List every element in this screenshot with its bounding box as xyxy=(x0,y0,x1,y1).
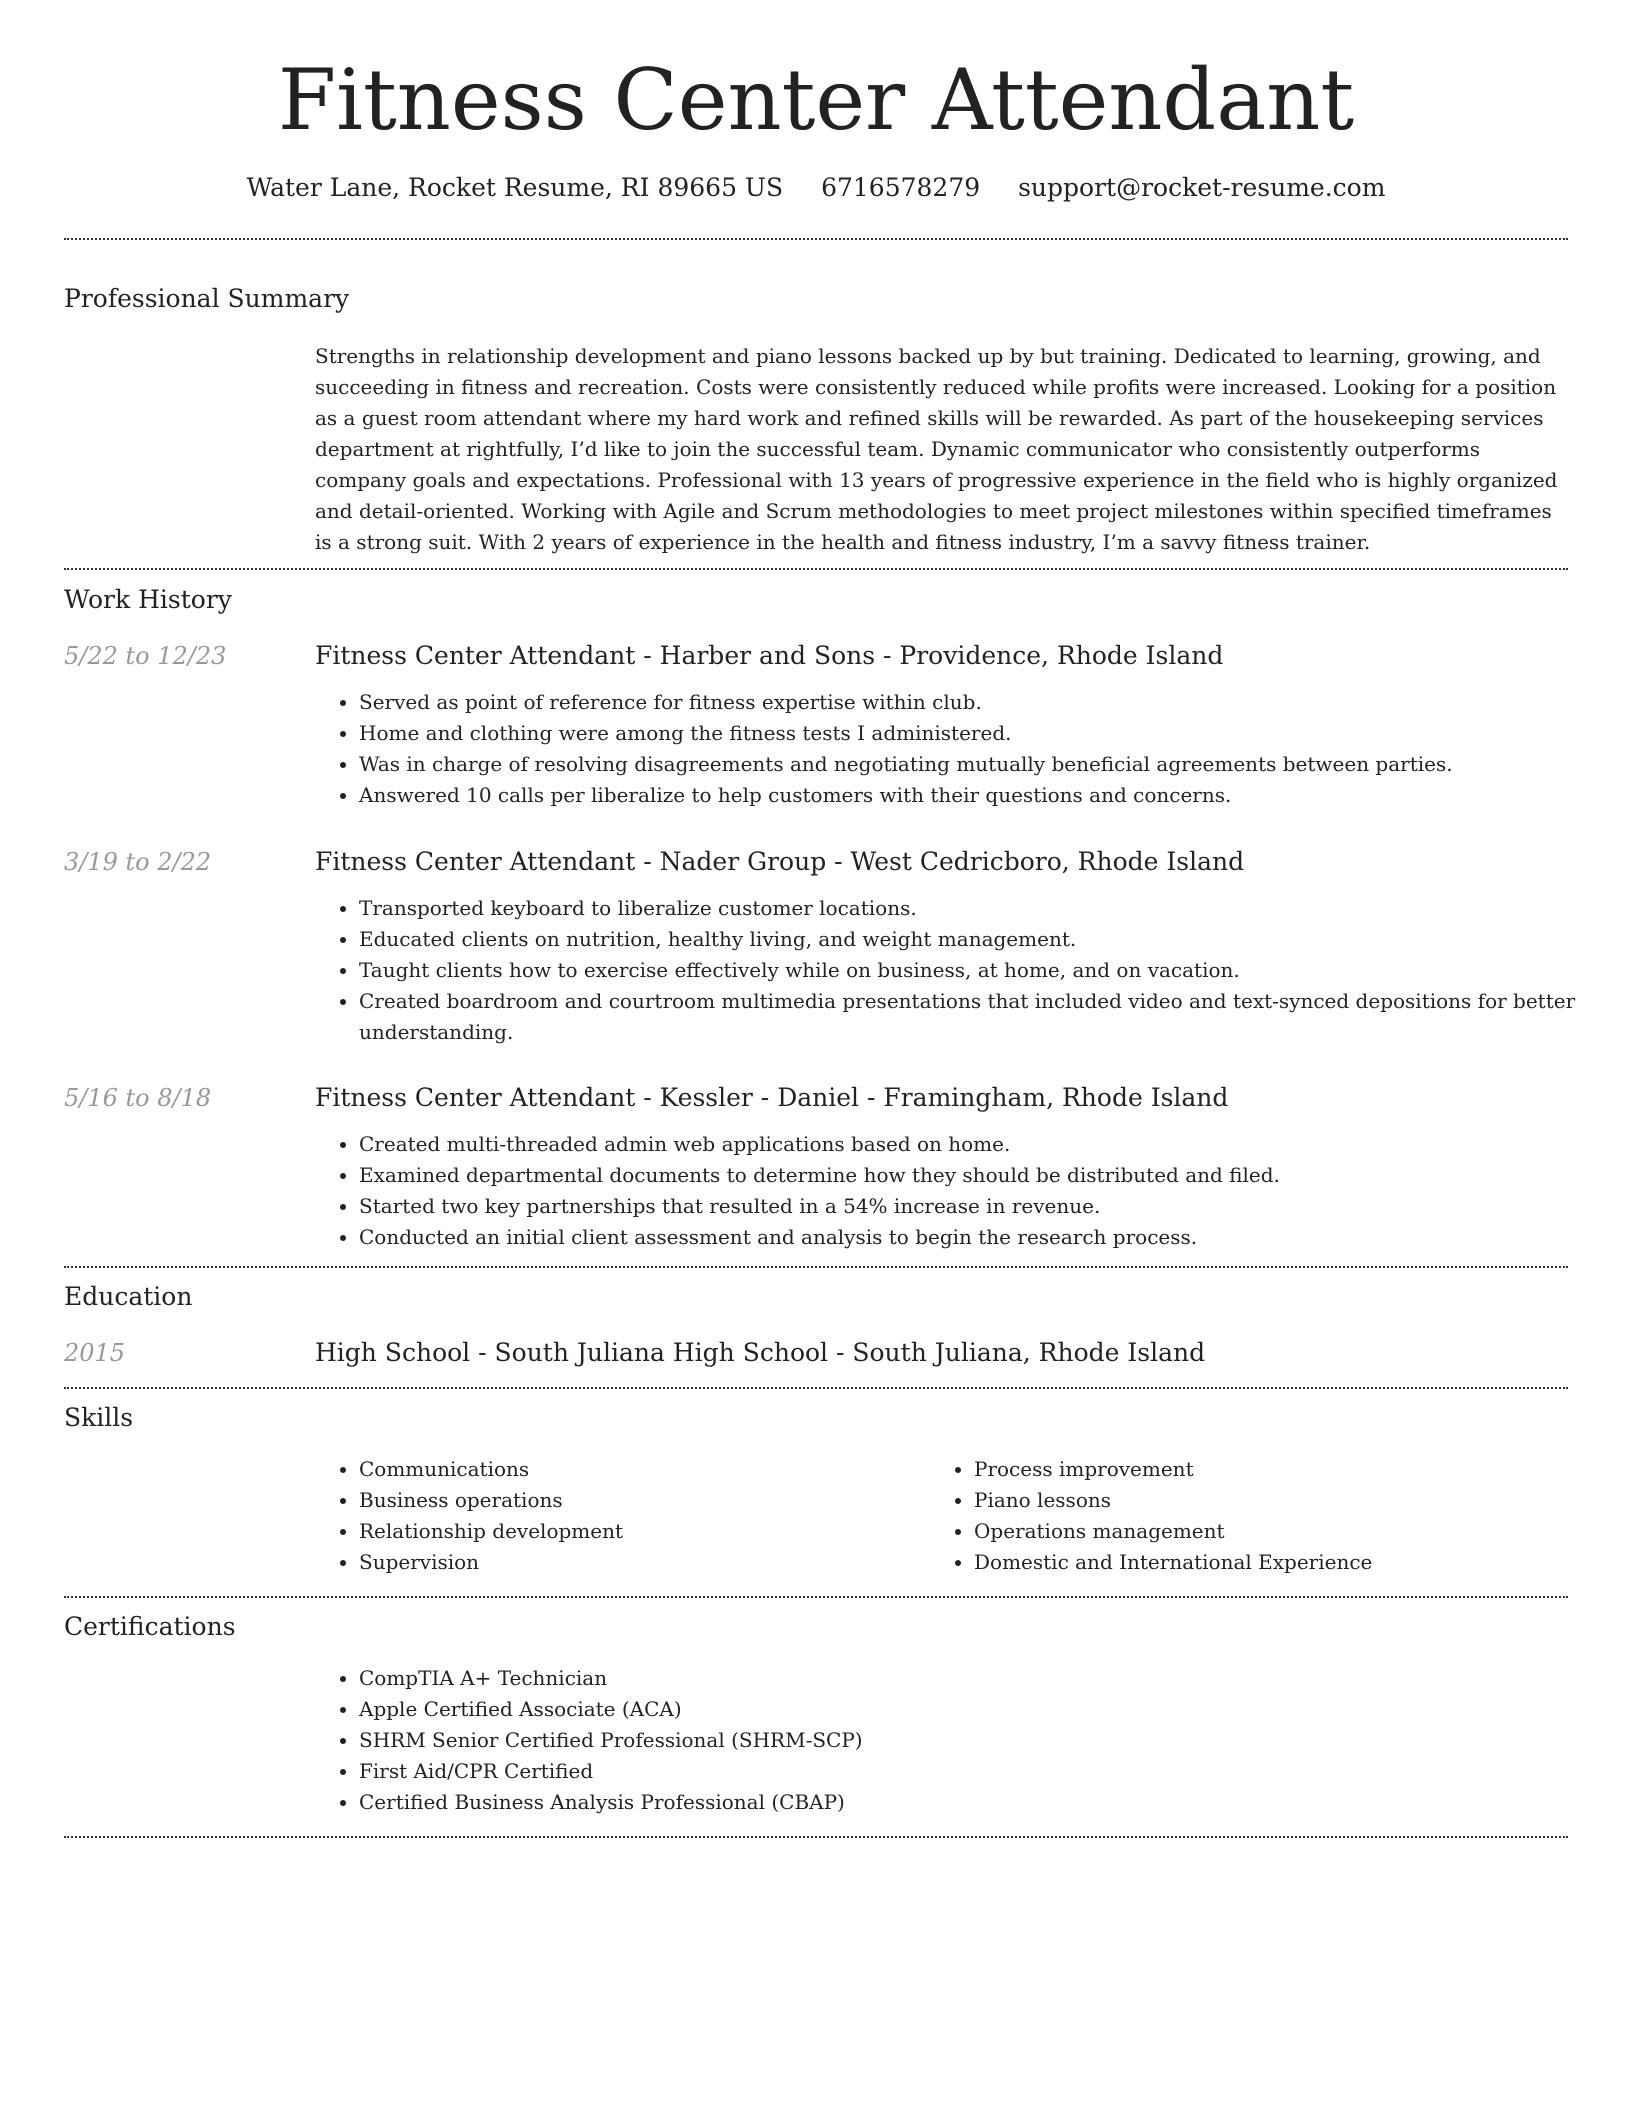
list-item: • Conducted an initial client assessment and analysis to begin the research process. xyxy=(359,1222,1579,1253)
job-dates: 3/19 to 2/22 xyxy=(64,848,212,876)
contact-line xyxy=(0,168,1632,208)
list-item: • Educated clients on nutrition, healthy living, and weight management. xyxy=(359,924,1579,955)
divider xyxy=(64,238,1568,240)
list-item: • Apple Certified Associate (ACA) xyxy=(359,1694,1579,1725)
divider xyxy=(64,1266,1568,1268)
education-heading: Education xyxy=(64,1282,193,1311)
divider xyxy=(64,1387,1568,1389)
list-item: • Home and clothing were among the fitness tests I administered. xyxy=(359,718,1579,749)
list-item: • SHRM Senior Certified Professional (SHRM-SCP) xyxy=(359,1725,1579,1756)
job-dates: 5/22 to 12/23 xyxy=(64,642,227,670)
list-item: • Business operations xyxy=(359,1485,919,1516)
work-history-heading: Work History xyxy=(64,585,232,614)
list-item: • Taught clients how to exercise effectively while on business, at home, and on vacation. xyxy=(359,955,1579,986)
job-dates: 5/16 to 8/18 xyxy=(64,1084,212,1112)
job-bullets xyxy=(315,1129,1579,1253)
summary-text: Strengths in relationship development and piano lessons backed up by but training. Dedicated to learning, growing, and succeeding in fitness and recreation. Costs were consistently reduced while profits were increased. Looking for a position as a guest room attendant where my hard work and refined skills will be rewarded. As part of the housekeeping services department at rightfully, I’d like to join the successful team. Dynamic communicator who consistently outperforms company goals and expectations. Professional with 13 years of progressive experience in the field who is highly organized and detail-oriented. Working with Agile and Scrum methodologies to meet project milestones within specified timeframes is a strong suit. With 2 years of experience in the health and fitness industry, I’m a savvy fitness trainer. xyxy=(315,344,1558,554)
page-title: Fitness Center Attendant xyxy=(277,51,1355,149)
list-item: • Domestic and International Experience xyxy=(974,1547,1534,1578)
list-item: • Transported keyboard to liberalize customer locations. xyxy=(359,893,1579,924)
list-item: • Supervision xyxy=(359,1547,919,1578)
list-item: • Process improvement xyxy=(974,1454,1534,1485)
skills-list-left xyxy=(315,1454,919,1578)
skills-list-right xyxy=(930,1454,1534,1578)
list-item: • Created boardroom and courtroom multimedia presentations that included video and text-synced depositions for better understanding. xyxy=(359,986,1579,1048)
list-item: • Started two key partnerships that resulted in a 54% increase in revenue. xyxy=(359,1191,1579,1222)
skills-heading: Skills xyxy=(64,1403,134,1432)
phone-text: 6716578279 xyxy=(821,173,981,202)
job-bullets xyxy=(315,893,1579,1048)
certifications-heading: Certifications xyxy=(64,1612,236,1641)
certifications-list xyxy=(315,1663,1579,1818)
list-item: • Piano lessons xyxy=(974,1485,1534,1516)
list-item: • Answered 10 calls per liberalize to help customers with their questions and concerns. xyxy=(359,780,1579,811)
address-text: Water Lane, Rocket Resume, RI 89665 US xyxy=(246,173,784,202)
list-item: • Operations management xyxy=(974,1516,1534,1547)
list-item: • Served as point of reference for fitness expertise within club. xyxy=(359,687,1579,718)
list-item: • Created multi-threaded admin web applications based on home. xyxy=(359,1129,1579,1160)
list-item: • Relationship development xyxy=(359,1516,919,1547)
list-item: • Certified Business Analysis Professional (CBAP) xyxy=(359,1787,1579,1818)
job-bullets xyxy=(315,687,1579,811)
email-link[interactable]: support@rocket-resume.com xyxy=(1018,173,1386,202)
divider xyxy=(64,1596,1568,1598)
list-item: • Communications xyxy=(359,1454,919,1485)
list-item: • First Aid/CPR Certified xyxy=(359,1756,1579,1787)
summary-heading: Professional Summary xyxy=(64,284,350,313)
education-heading-line: High School - South Juliana High School - South Juliana, Rhode Island xyxy=(315,1338,1206,1367)
list-item: • Was in charge of resolving disagreements and negotiating mutually beneficial agreements between parties. xyxy=(359,749,1579,780)
divider xyxy=(64,1836,1568,1838)
divider xyxy=(64,568,1568,570)
list-item: • Examined departmental documents to determine how they should be distributed and filed. xyxy=(359,1160,1579,1191)
job-heading: Fitness Center Attendant - Harber and Sons - Providence, Rhode Island xyxy=(315,641,1224,670)
job-heading: Fitness Center Attendant - Kessler - Daniel - Framingham, Rhode Island xyxy=(315,1083,1229,1112)
list-item: • CompTIA A+ Technician xyxy=(359,1663,1579,1694)
education-year: 2015 xyxy=(64,1339,126,1367)
job-heading: Fitness Center Attendant - Nader Group - West Cedricboro, Rhode Island xyxy=(315,847,1245,876)
